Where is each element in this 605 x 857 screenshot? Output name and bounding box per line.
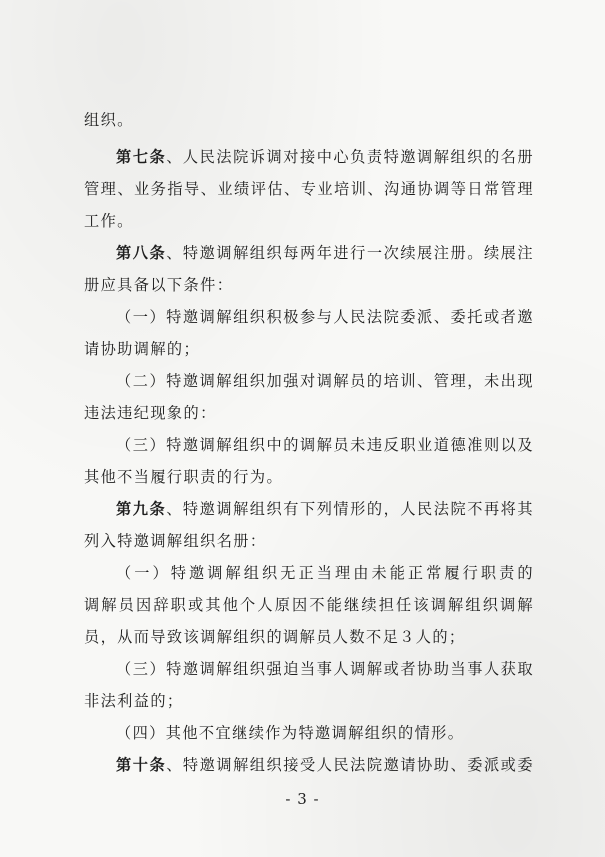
line-text: （四）其他不宜继续作为特邀调解组织的情形。 [116, 724, 465, 742]
line-text: 、特邀调解组织有下列情形的，人民法院不再将其 [166, 500, 534, 518]
text-line [116, 659, 534, 679]
text-line [84, 531, 534, 551]
text-line [116, 243, 534, 263]
text-line [84, 275, 534, 295]
line-text: 列入特邀调解组织名册： [84, 532, 267, 550]
line-text: 请协助调解的； [84, 340, 201, 358]
line-text: 员，从而导致该调解组织的调解员人数不足３人的； [84, 628, 466, 646]
line-text: 组织。 [84, 111, 134, 129]
text-line [84, 691, 534, 711]
text-line [116, 435, 534, 455]
line-text: （一）特邀调解组织积极参与人民法院委派、委托或者邀 [116, 308, 534, 326]
text-line [84, 339, 534, 359]
text-line [84, 627, 534, 647]
text-line [116, 371, 534, 391]
text-line [116, 307, 534, 327]
text-line [84, 211, 534, 231]
article-heading: 第十条 [116, 756, 167, 774]
line-text: （三）特邀调解组织中的调解员未违反职业道德准则以及 [116, 436, 534, 454]
page-number: - 3 - [285, 790, 320, 808]
line-text: （二）特邀调解组织加强对调解员的培训、管理，未出现 [116, 372, 534, 390]
text-line [116, 755, 534, 775]
line-text: 调解员因辞职或其他个人原因不能继续担任该调解组织调解 [84, 596, 534, 614]
text-line [116, 563, 534, 583]
line-text: 违法违纪现象的： [84, 404, 217, 422]
text-line [84, 467, 534, 487]
article-heading: 第八条 [116, 244, 167, 262]
line-text: 、人民法院诉调对接中心负责特邀调解组织的名册 [166, 148, 534, 166]
text-line [84, 595, 534, 615]
text-line [116, 147, 534, 167]
text-line [84, 403, 534, 423]
text-line [84, 179, 534, 199]
line-text: 工作。 [84, 212, 134, 230]
line-text: 、特邀调解组织接受人民法院邀请协助、委派或委 [166, 756, 534, 774]
line-text: （三）特邀调解组织强迫当事人调解或者协助当事人获取 [116, 660, 534, 678]
line-text: （一）特邀调解组织无正当理由未能正常履行职责的 [116, 564, 534, 582]
line-text: 非法利益的； [84, 692, 184, 710]
line-text: 、特邀调解组织每两年进行一次续展注册。续展注 [166, 244, 534, 262]
line-text: 册应具备以下条件： [84, 276, 234, 294]
article-heading: 第七条 [116, 148, 167, 166]
article-heading: 第九条 [116, 500, 167, 518]
text-line [84, 110, 534, 130]
text-line [116, 723, 534, 743]
line-text: 其他不当履行职责的行为。 [84, 468, 284, 486]
line-text: 管理、业务指导、业绩评估、专业培训、沟通协调等日常管理 [84, 180, 534, 198]
text-line [116, 499, 534, 519]
